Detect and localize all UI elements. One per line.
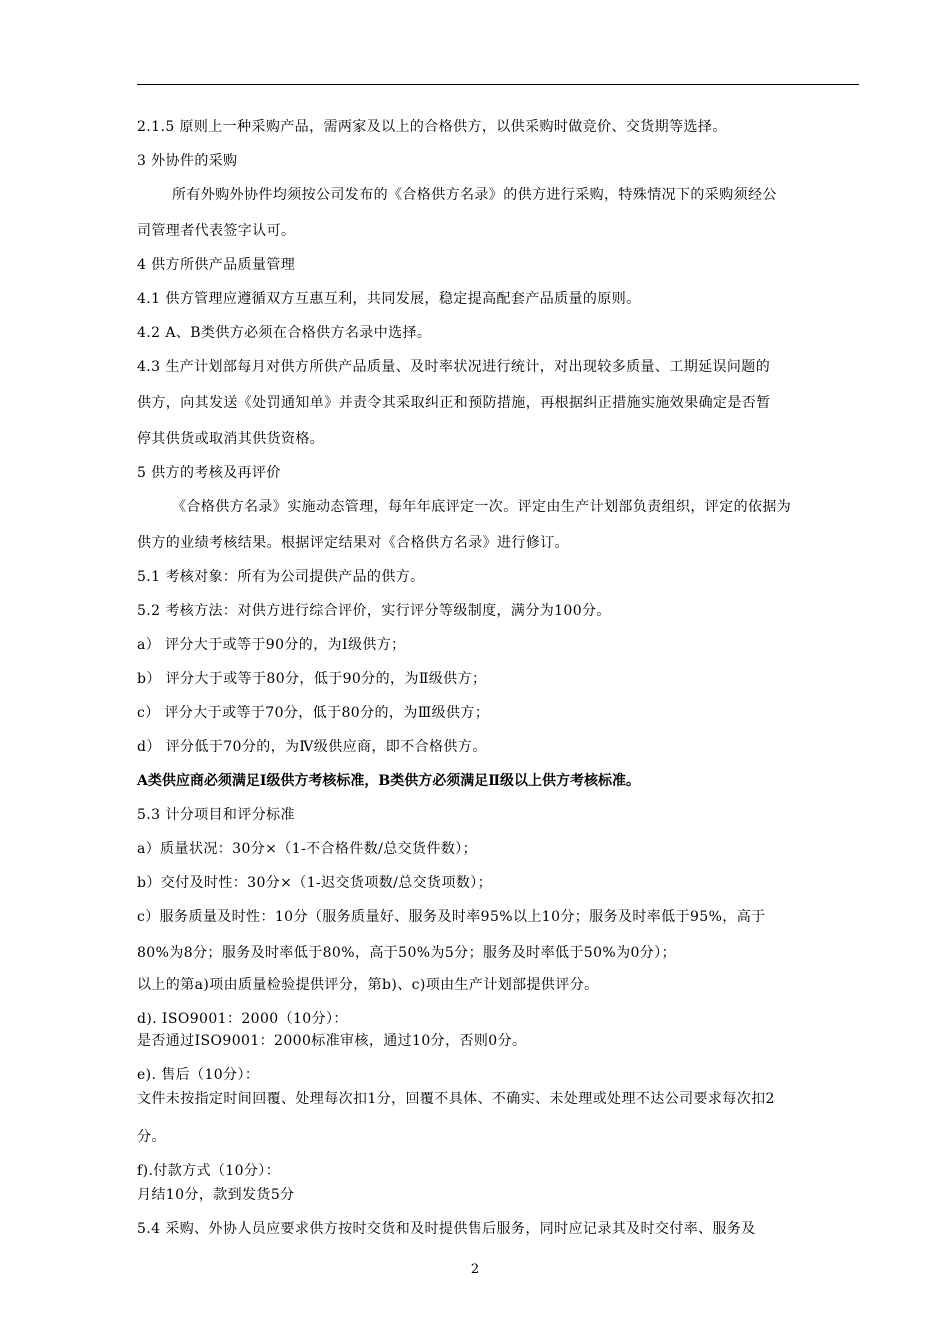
text-line: 《合格供方名录》实施动态管理，每年年底评定一次。评定由生产计划部负责组织，评定的依据为 <box>172 499 792 515</box>
header-rule <box>137 84 859 85</box>
list-item: a） 评分大于或等于90分的，为Ⅰ级供方； <box>137 637 406 653</box>
section-heading: 4 供方所供产品质量管理 <box>137 257 296 273</box>
text-line: 供方的业绩考核结果。根据评定结果对《合格供方名录》进行修订。 <box>137 535 569 551</box>
list-item: a）质量状况：30分×（1-不合格件数/总交货件数）； <box>137 841 478 857</box>
section-heading: 5.3 计分项目和评分标准 <box>137 807 295 823</box>
text-line: 80%为8分；服务及时率低于80%，高于50%为5分；服务及时率低于50%为0分）； <box>137 945 676 961</box>
text-line: 以上的第a)项由质量检验提供评分，第b)、c)项由生产计划部提供评分。 <box>137 977 599 993</box>
text-line: 所有外购外协件均须按公司发布的《合格供方名录》的供方进行采购，特殊情况下的采购须经公 <box>172 187 777 203</box>
text-line: 2.1.5 原则上一种采购产品，需两家及以上的合格供方，以供采购时做竞价、交货期等选择。 <box>137 119 727 135</box>
list-item: b） 评分大于或等于80分，低于90分的，为Ⅱ级供方； <box>137 671 487 687</box>
text-line: 4.3 生产计划部每月对供方所供产品质量、及时率状况进行统计，对出现较多质量、工期延误问题的 <box>137 359 771 375</box>
text-line: 是否通过ISO9001：2000标准审核，通过10分，否则0分。 <box>137 1033 527 1049</box>
bold-requirement: A类供应商必须满足Ⅰ级供方考核标准，B类供方必须满足Ⅱ级以上供方考核标准。 <box>137 773 641 789</box>
text-line: 4.1 供方管理应遵循双方互惠互利，共同发展，稳定提高配套产品质量的原则。 <box>137 291 641 307</box>
text-line: 供方，向其发送《处罚通知单》并责令其采取纠正和预防措施，再根据纠正措施实施效果确定是否暂 <box>137 395 771 411</box>
text-line: 分。 <box>137 1129 166 1145</box>
list-item: c） 评分大于或等于70分，低于80分的，为Ⅲ级供方； <box>137 705 490 721</box>
list-item: d） 评分低于70分的，为Ⅳ级供应商，即不合格供方。 <box>137 739 487 755</box>
list-item: e). 售后（10分）： <box>137 1067 260 1083</box>
section-heading: 3 外协件的采购 <box>137 153 238 169</box>
list-item: f).付款方式（10分）： <box>137 1163 281 1179</box>
text-line: 月结10分，款到发货5分 <box>137 1187 295 1203</box>
text-line: 司管理者代表签字认可。 <box>137 223 296 239</box>
text-line: 5.1 考核对象：所有为公司提供产品的供方。 <box>137 569 425 585</box>
text-line: 5.2 考核方法：对供方进行综合评价，实行评分等级制度，满分为100分。 <box>137 603 611 619</box>
list-item: b）交付及时性：30分×（1-迟交货项数/总交货项数）； <box>137 875 493 891</box>
list-item: d). ISO9001：2000（10分）： <box>137 1011 348 1027</box>
text-line: 4.2 A、B类供方必须在合格供方名录中选择。 <box>137 325 432 341</box>
list-item: c）服务质量及时性：10分（服务质量好、服务及时率95%以上10分；服务及时率低于95%，高于 <box>137 909 766 925</box>
text-line: 5.4 采购、外协人员应要求供方按时交货和及时提供售后服务，同时应记录其及时交付率、服务及 <box>137 1221 756 1237</box>
text-line: 文件未按指定时间回覆、处理每次扣1分，回覆不具体、不确实、未处理或处理不达公司要求每次扣2 <box>137 1091 775 1107</box>
section-heading: 5 供方的考核及再评价 <box>137 465 281 481</box>
text-line: 停其供货或取消其供货资格。 <box>137 431 325 447</box>
page-number: 2 <box>470 1262 480 1277</box>
